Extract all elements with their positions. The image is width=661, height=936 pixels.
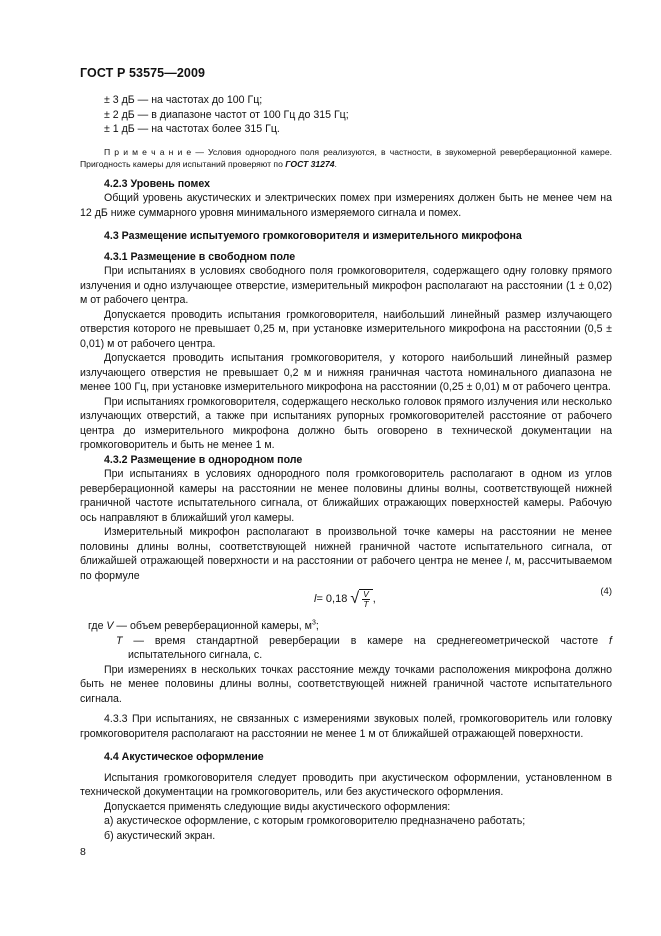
note: П р и м е ч а н и е — Условия однородного поля реализуются, в частности, в звукомерной реверберационной камере. Пригодность камеры для испытаний проверяют по ГОСТ 31274. bbox=[80, 146, 613, 169]
note-text: Условия однородного поля реализуются, в частности, в звукомерной реверберационной камере. Пригодность камеры для испытаний проверяют по bbox=[80, 146, 613, 169]
subsection-heading: 4.3.2 Размещение в однородном поле bbox=[104, 453, 303, 466]
paragraph: Общий уровень акустических и электрических помех при измерениях должен быть не менее чем на 12 дБ ниже суммарного уровня минимального измеряемого сигнала и помех. bbox=[80, 192, 612, 219]
tolerance-item: ± 2 дБ — в диапазоне частот от 100 Гц до 315 Гц; bbox=[104, 108, 349, 121]
paragraph: Испытания громкоговорителя следует проводить при акустическом оформлении, установленном в технической документации на громкоговоритель, или без акустического оформления. bbox=[80, 771, 612, 798]
fraction bbox=[359, 589, 373, 609]
section-heading: 4.4 Акустическое оформление bbox=[104, 751, 264, 763]
definitions bbox=[80, 619, 612, 663]
tolerance-item: ± 3 дБ — на частотах до 100 Гц; bbox=[104, 94, 263, 106]
section-heading: 4.2.3 Уровень помех bbox=[104, 177, 210, 190]
paragraph: 4.3.3 При испытаниях, не связанных с измерениями звуковых полей, громкоговоритель или головку громкоговорителя располагают на расстоянии не менее 1 м от ближайшей отражающей поверхности. bbox=[80, 713, 612, 740]
paragraph: Измерительный микрофон располагают в произвольной точке камеры на расстоянии не менее половины длины волны, соответствующей нижней граничной частоте испытательного сигнала, от ближайшей отражающей поверхности и на расстоянии от рабочего центра не менее l, м, рассчитываемом по формуле bbox=[80, 526, 613, 582]
paragraph: При испытаниях в условиях свободного поля громкоговорителя, содержащего одну головку прямого излучения и одно излучающее отверстие, измерительный микрофон располагают на расстоянии (1 ± 0,02) м от рабочего центра. bbox=[80, 265, 612, 306]
list-item: б) акустический экран. bbox=[104, 829, 216, 842]
section-heading: 4.3 Размещение испытуемого громкоговорителя и измерительного микрофона bbox=[104, 230, 522, 242]
fraction-numerator: V bbox=[363, 589, 369, 599]
definition-t: T — время стандартной реверберации в камере на среднегеометрической частоте f испытательного сигнала, с. bbox=[116, 634, 612, 661]
paragraph: Допускается проводить испытания громкоговорителя, у которого наибольший линейный размер излучающего отверстия не превышает 0,2 м и нижняя граничная частота номинального диапазона не менее 100 Гц, при установке измерительного микрофона на расстоянии (0,25 ± 0,01) м от рабочего центра. bbox=[80, 352, 612, 393]
page-number: 8 bbox=[80, 846, 86, 858]
paragraph: Допускается проводить испытания громкоговорителя, наибольший линейный размер излучающего отверстия которого не превышает 0,25 м, при установке измерительного микрофона на расстоянии (0,5 ± 0,01) м от рабочего центра. bbox=[80, 308, 612, 350]
definition-v: где V — объем реверберационной камеры, $м^3$; bbox=[88, 619, 319, 632]
square-root bbox=[350, 589, 372, 609]
subsection-heading: 4.3.1 Размещение в свободном поле bbox=[104, 250, 296, 263]
formula-lhs: l bbox=[314, 592, 317, 605]
paragraph: Допускается применять следующие виды акустического оформления: bbox=[104, 800, 451, 813]
formula-4 bbox=[80, 585, 612, 617]
paragraph: При испытаниях в условиях однородного поля громкоговоритель располагают в одном из углов реверберационной камеры на расстоянии не менее половины длины волны, соответствующей нижней граничной частоте испытательного сигнала, от ближайших отражающих поверхностей камеры. Рабочую ось направляют в ближайший угол камеры. bbox=[80, 468, 612, 524]
document-header: ГОСТ Р 53575—2009 bbox=[80, 66, 206, 80]
equation-number: (4) bbox=[600, 586, 612, 597]
formula-coefficient: = 0,18 bbox=[316, 592, 348, 605]
formula-body: l = 0,18 √ $\frac{V}{T}$ , bbox=[314, 589, 376, 609]
tolerance-item: ± 1 дБ — на частотах более 315 Гц. bbox=[104, 123, 280, 135]
note-reference: ГОСТ 31274 bbox=[285, 159, 335, 169]
variable-l: l bbox=[505, 555, 509, 567]
paragraph: При испытаниях громкоговорителя, содержащего несколько головок прямого излучения или несколько излучающих отверстий, а также при испытаниях рупорных громкоговорителей расстояние от рабочего центра до измерительного микрофона должно быть оговорено в технической документации на громкоговоритель и быть не менее 1 м. bbox=[80, 395, 612, 451]
list-item: а) акустическое оформление, с которым громкоговорителю предназначено работать; bbox=[104, 815, 526, 827]
fraction-denominator: T bbox=[363, 599, 369, 609]
note-label: П р и м е ч а н и е — bbox=[104, 146, 204, 157]
root-sign-icon: √ bbox=[350, 589, 360, 607]
paragraph: При измерениях в нескольких точках расстояние между точками расположения микрофона должно быть не менее половины длины волны, соответствующей нижней граничной частоте испытательного сигнала. bbox=[80, 663, 612, 705]
page-content bbox=[80, 93, 612, 843]
